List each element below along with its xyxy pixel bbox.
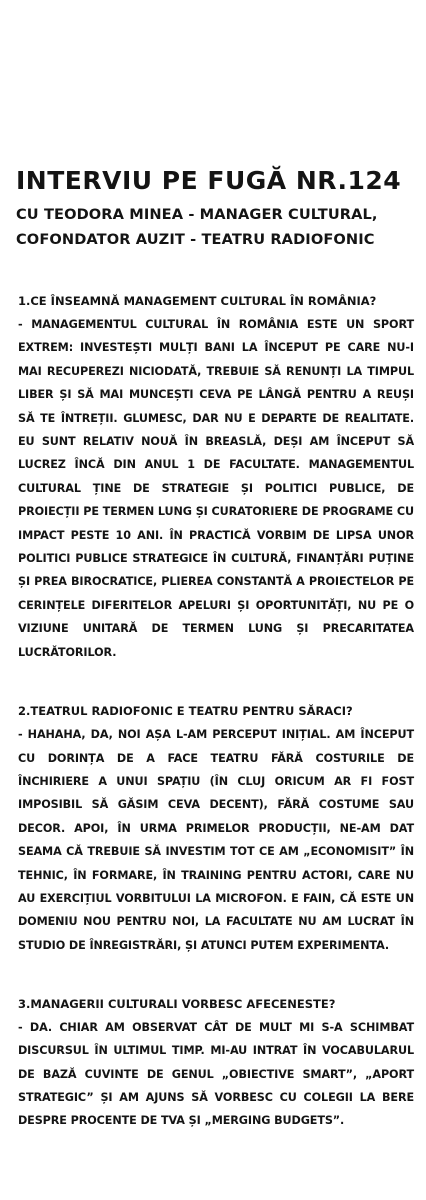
question-3: 3.MANAGERII CULTURALI VORBESC AFECENESTE? [18, 997, 336, 1012]
qa-block-2 [18, 700, 414, 957]
question-2: 2.TEATRUL RADIOFONIC E TEATRU PENTRU SĂRACI? [18, 704, 353, 719]
qa-block-3 [18, 993, 414, 1132]
article-title: INTERVIU PE FUGĂ NR.124 [16, 166, 402, 195]
interview-body [18, 290, 414, 1168]
article-header [16, 164, 414, 252]
qa-block-1 [18, 290, 414, 664]
answer-1: - MANAGEMENTUL CULTURAL ÎN ROMÂNIA ESTE UN SPORT EXTREM: INVESTEȘTI MULȚI BANI LA ÎNCEPUT PE CARE NU-I MAI RECUPEREZI NICIODATĂ, TREBUIE SĂ RENUNȚI LA TIMPUL LIBER ȘI SĂ MAI MUNCEȘTI CEVA PE LÂNGĂ PENTRU A REUȘI SĂ TE ÎNTREȚII. GLUMESC, DAR NU E DEPARTE DE REALITATE. EU SUNT RELATIV NOUĂ ÎN BREASLĂ, DEȘI AM ÎNCEPUT SĂ LUCREZ ÎNCĂ DIN ANUL 1 DE FACULTATE. MANAGEMENTUL CULTURAL ȚINE DE STRATEGIE ȘI POLITICI PUBLICE, DE PROIECȚII PE TERMEN LUNG ȘI CURATORIERE DE PROGRAME CU IMPACT PESTE 10 ANI. ÎN PRACTICĂ VORBIM DE LIPSA UNOR POLITICI PUBLICE STRATEGICE ÎN CULTURĂ, FINANȚĂRI PUȚINE ȘI PREA BIROCRATICE, PLIEREA CONSTANTĂ A PROIECTELOR PE CERINȚELE DIFERITELOR APELURI ȘI OPORTUNITĂȚI, NU PE O VIZIUNE UNITARĂ DE TERMEN LUNG ȘI PRECARITATEA LUCRĂTORILOR. [18, 318, 414, 659]
answer-3: - DA. CHIAR AM OBSERVAT CÂT DE MULT MI S-A SCHIMBAT DISCURSUL ÎN ULTIMUL TIMP. MI-AU INTRAT ÎN VOCABULARUL DE BAZĂ CUVINTE DE GENUL „OBIECTIVE SMART”, „APORT STRATEGIC” ȘI AM AJUNS SĂ VORBESC CU COLEGII LA BERE DESPRE PROCENTE DE TVA ȘI „MERGING BUDGETS”. [18, 1021, 414, 1127]
question-1: 1.CE ÎNSEAMNĂ MANAGEMENT CULTURAL ÎN ROMÂNIA? [18, 294, 377, 308]
answer-2: - HAHAHA, DA, NOI AȘA L-AM PERCEPUT INIȚIAL. AM ÎNCEPUT CU DORINȚA DE A FACE TEATRU FĂRĂ COSTURILE DE ÎNCHIRIERE A UNUI SPAȚIU (ÎN CLUJ ORICUM AR FI FOST IMPOSIBIL SĂ GĂSIM CEVA DECENT), FĂRĂ COSTUME SAU DECOR. APOI, ÎN URMA PRIMELOR PRODUCȚII, NE-AM DAT SEAMA CĂ TREBUIE SĂ INVESTIM TOT CE AM „ECONOMISIT” ÎN TEHNIC, ÎN FORMARE, ÎN TRAINING PENTRU ACTORI, CARE NU AU EXERCIȚIUL VORBITULUI LA MICROFON. E FAIN, CĂ ESTE UN DOMENIU NOU PENTRU NOI, LA FACULTATE NU AM LUCRAT ÎN STUDIO DE ÎNREGISTRĂRI, ȘI ATUNCI PUTEM EXPERIMENTA. [18, 728, 414, 952]
article-subtitle: CU TEODORA MINEA - MANAGER CULTURAL, COFONDATOR AUZIT - TEATRU RADIOFONIC [16, 206, 378, 248]
